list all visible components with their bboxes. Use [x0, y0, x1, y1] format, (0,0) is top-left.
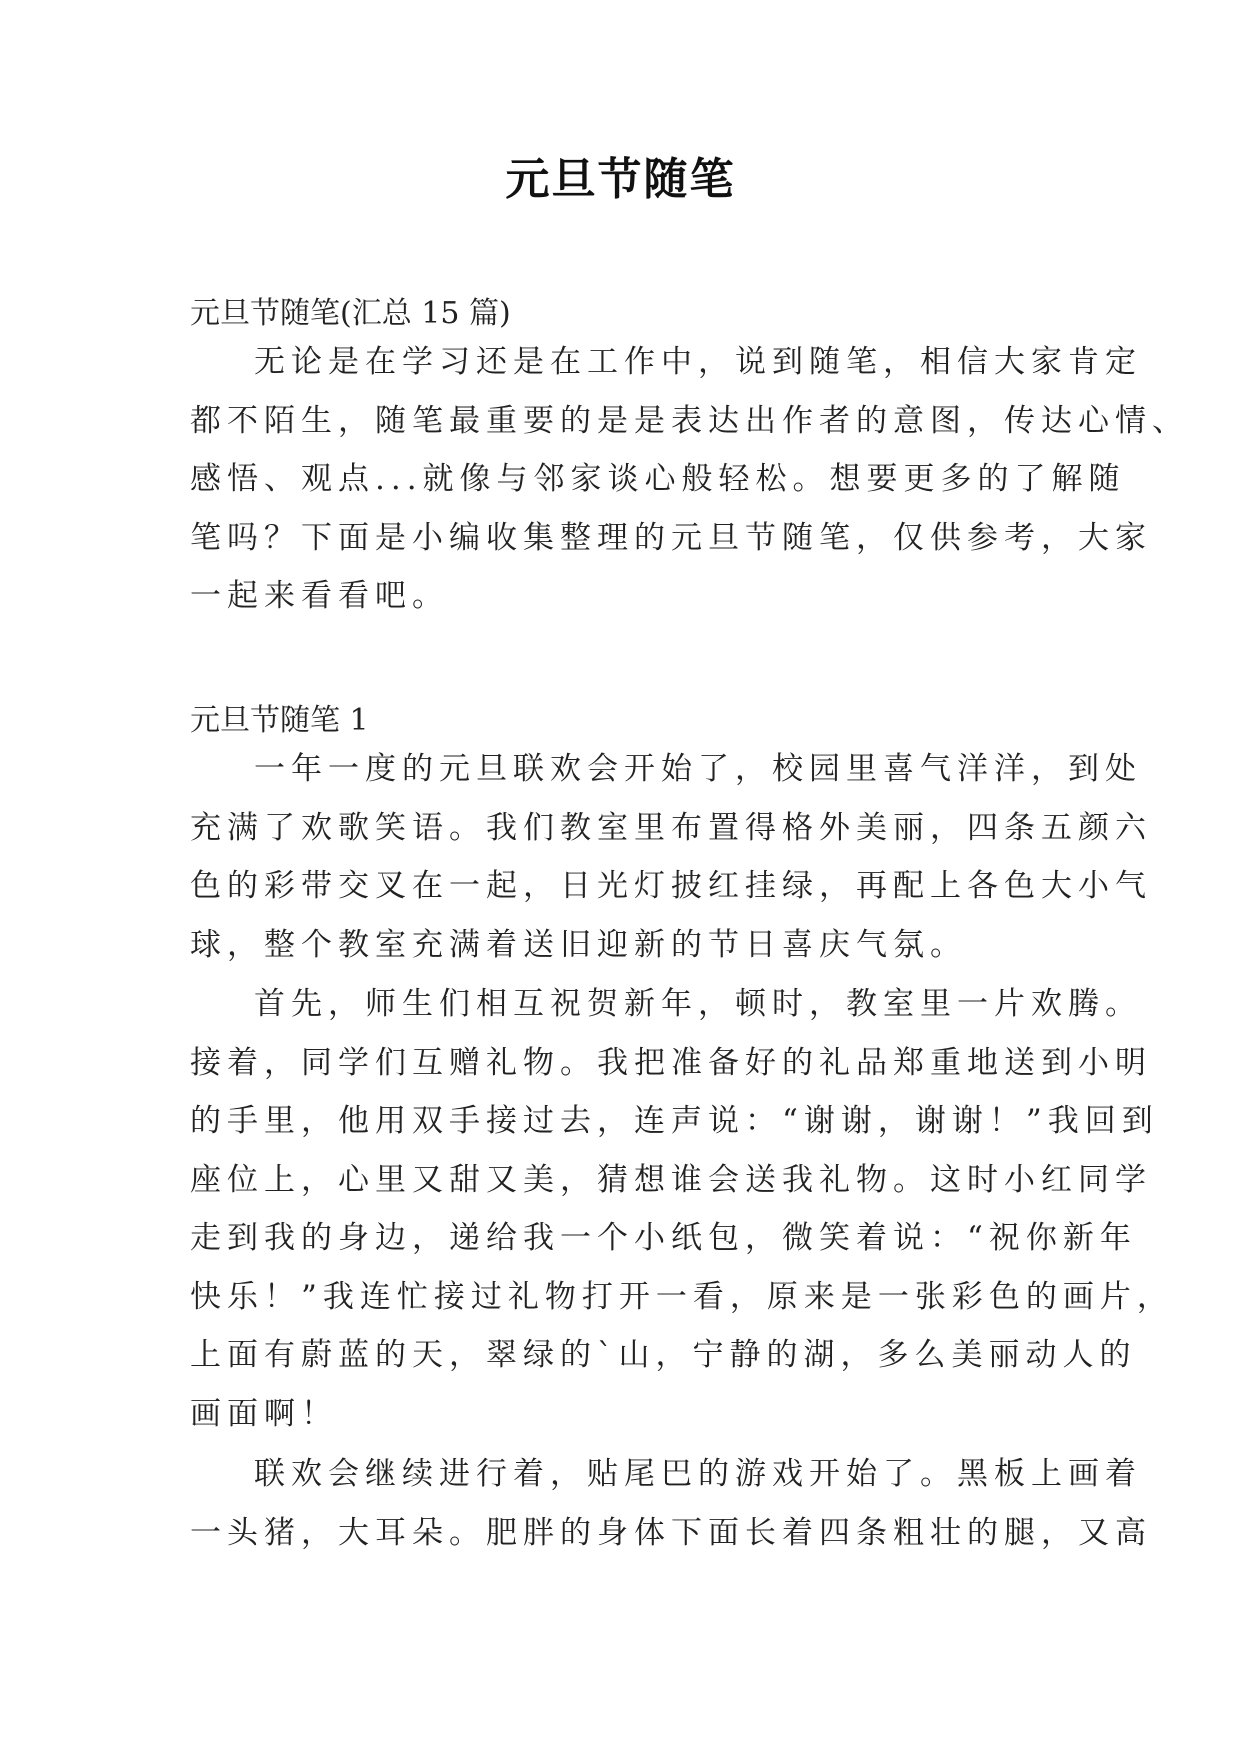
- paragraph-3: [190, 1445, 1152, 1562]
- text-line: 联欢会继续进行着，贴尾巴的游戏开始了。黑板上画着: [254, 1456, 1142, 1492]
- section-heading: 元旦节随笔 1: [190, 703, 369, 738]
- text-line: 座位上，心里又甜又美，猜想谁会送我礼物。这时小红同学: [190, 1161, 1152, 1198]
- paragraph-2: [190, 975, 1174, 1443]
- text-line: 上面有蔚蓝的天，翠绿的`山，宁静的湖，多么美丽动人的: [190, 1337, 1137, 1373]
- text-line: 的手里，他用双手接过去，连声说：“谢谢，谢谢！”我回到: [190, 1103, 1159, 1139]
- text-line: 感悟、观点...就像与邻家谈心般轻松。想要更多的了解随: [190, 461, 1126, 497]
- text-line: 快乐！”我连忙接过礼物打开一看，原来是一张彩色的画片，: [190, 1278, 1174, 1315]
- text-line: 接着，同学们互赠礼物。我把准备好的礼品郑重地送到小明: [190, 1044, 1152, 1081]
- text-line: 画面啊！: [190, 1395, 338, 1432]
- text-line: 一年一度的元旦联欢会开始了，校园里喜气洋洋，到处: [254, 751, 1142, 787]
- paragraph-1: [190, 740, 1152, 974]
- text-line: 一头猪，大耳朵。肥胖的身体下面长着四条粗壮的腿，又高: [190, 1514, 1152, 1551]
- text-line: 无论是在学习还是在工作中，说到随笔，相信大家肯定: [254, 344, 1142, 380]
- text-line: 球，整个教室充满着送旧迎新的节日喜庆气氛。: [190, 926, 967, 963]
- text-line: 色的彩带交叉在一起，日光灯披红挂绿，再配上各色大小气: [190, 868, 1152, 904]
- text-line: 充满了欢歌笑语。我们教室里布置得格外美丽，四条五颜六: [190, 809, 1152, 846]
- text-line: 笔吗？下面是小编收集整理的元旦节随笔，仅供参考，大家: [190, 519, 1152, 556]
- text-line: 首先，师生们相互祝贺新年，顿时，教室里一片欢腾。: [254, 986, 1142, 1022]
- document-title: 元旦节随笔: [505, 154, 736, 205]
- text-line: 走到我的身边，递给我一个小纸包，微笑着说：“祝你新年: [190, 1220, 1137, 1256]
- intro-paragraph: [190, 333, 1189, 626]
- text-line: 都不陌生，随笔最重要的是是表达出作者的意图，传达心情、: [190, 402, 1189, 439]
- text-line: 一起来看看吧。: [190, 578, 449, 614]
- document-subtitle: 元旦节随笔(汇总 15 篇): [190, 296, 511, 331]
